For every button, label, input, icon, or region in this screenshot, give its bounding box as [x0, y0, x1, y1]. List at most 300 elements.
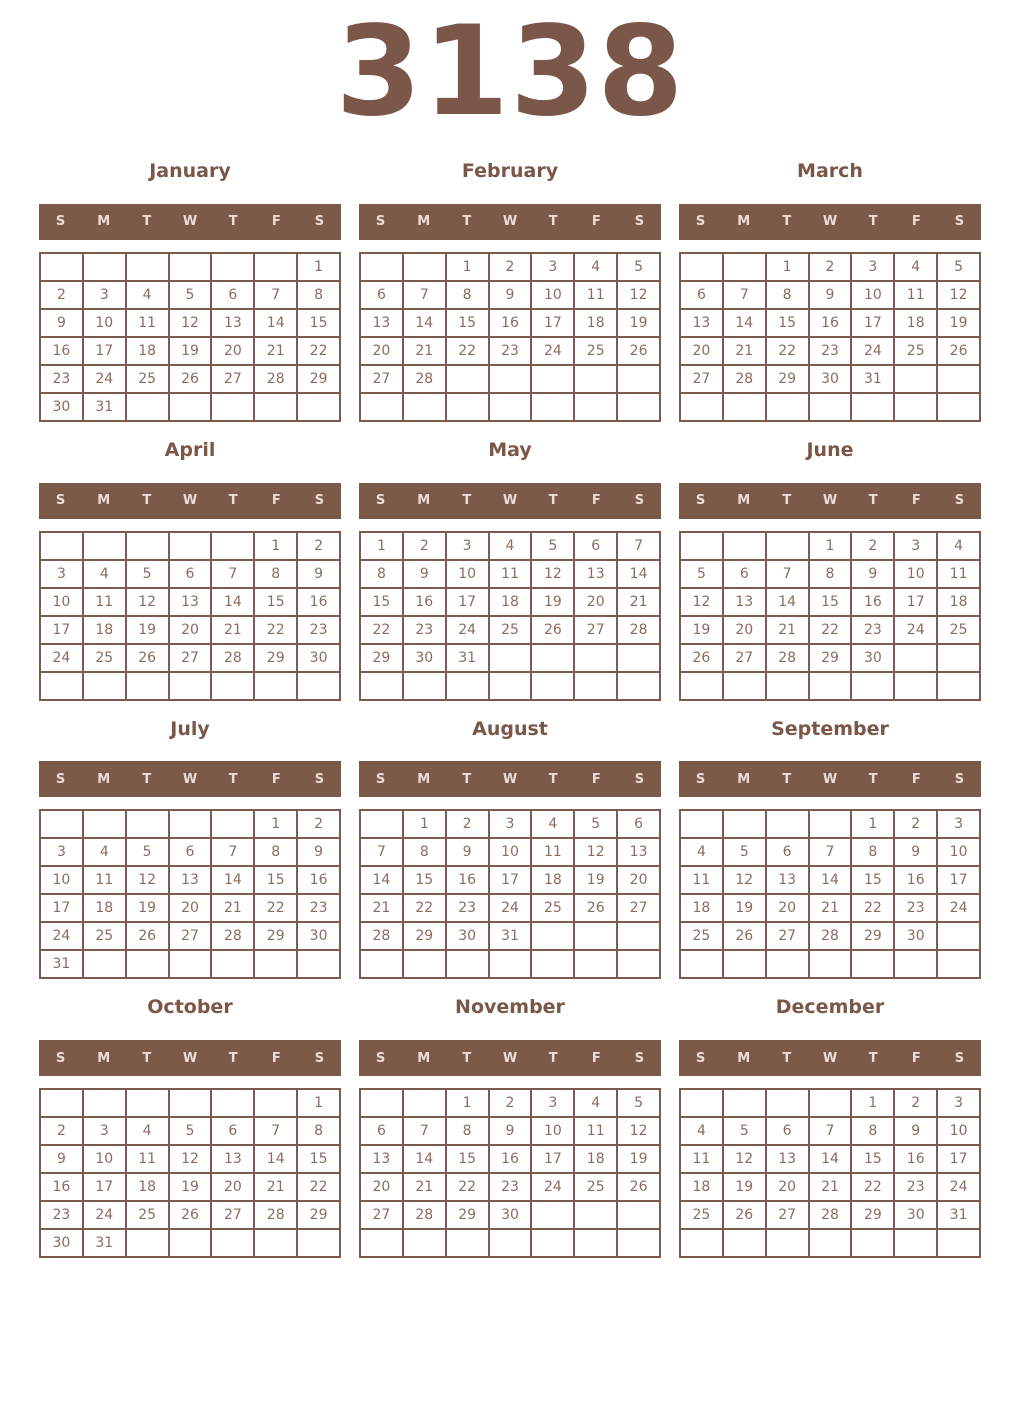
weekday-label: M [737, 214, 751, 230]
day-cell: 4 [489, 532, 532, 560]
day-cell: 22 [851, 894, 894, 922]
day-cell: 15 [851, 866, 894, 894]
day-cell: 27 [723, 644, 766, 672]
weekday-label: M [97, 214, 111, 230]
day-cell-empty [360, 810, 403, 838]
weekday-label: S [695, 1050, 706, 1066]
day-cell: 21 [809, 1173, 852, 1201]
day-cell: 26 [126, 922, 169, 950]
day-cell: 30 [446, 922, 489, 950]
weekday-header [679, 483, 981, 519]
day-cell: 17 [40, 894, 83, 922]
day-cell: 19 [126, 894, 169, 922]
day-grid [39, 252, 341, 422]
day-cell: 1 [360, 532, 403, 560]
day-cell-empty [40, 672, 83, 700]
day-cell: 25 [126, 1201, 169, 1229]
day-cell: 6 [211, 281, 254, 309]
day-cell-empty [680, 393, 723, 421]
day-cell: 24 [531, 1173, 574, 1201]
month-block-october [39, 996, 341, 1258]
day-cell: 15 [809, 588, 852, 616]
day-cell: 21 [254, 1173, 297, 1201]
day-cell: 21 [723, 337, 766, 365]
weekday-header [39, 1040, 341, 1076]
weekday-header [679, 204, 981, 240]
day-cell: 16 [489, 309, 532, 337]
day-cell-empty [574, 922, 617, 950]
day-cell-empty [851, 672, 894, 700]
weekday-label: T [462, 493, 472, 509]
day-cell: 20 [360, 1173, 403, 1201]
day-cell: 15 [254, 588, 297, 616]
day-cell-empty [126, 810, 169, 838]
day-cell: 24 [937, 1173, 980, 1201]
day-cell-empty [169, 1089, 212, 1117]
day-cell-empty [403, 1089, 446, 1117]
day-cell-empty [254, 950, 297, 978]
day-cell: 23 [809, 337, 852, 365]
day-cell-empty [297, 1229, 340, 1257]
day-cell-empty [446, 672, 489, 700]
day-cell-empty [937, 365, 980, 393]
day-cell: 12 [169, 309, 212, 337]
day-cell: 22 [851, 1173, 894, 1201]
weekday-label: T [142, 493, 152, 509]
day-cell: 28 [403, 365, 446, 393]
day-cell: 23 [297, 894, 340, 922]
day-cell: 2 [894, 810, 937, 838]
weekday-label: F [591, 771, 601, 787]
day-cell: 5 [680, 560, 723, 588]
day-cell: 29 [254, 644, 297, 672]
day-cell: 2 [297, 532, 340, 560]
day-cell: 19 [126, 616, 169, 644]
day-cell: 20 [211, 1173, 254, 1201]
day-cell: 9 [297, 560, 340, 588]
day-cell-empty [531, 950, 574, 978]
day-cell-empty [809, 810, 852, 838]
day-cell: 27 [360, 1201, 403, 1229]
weekday-label: T [868, 493, 878, 509]
day-cell: 26 [574, 894, 617, 922]
day-cell: 30 [403, 644, 446, 672]
weekday-label: M [737, 1050, 751, 1066]
weekday-label: W [502, 493, 518, 509]
day-cell: 15 [360, 588, 403, 616]
day-cell: 31 [851, 365, 894, 393]
day-cell-empty [680, 810, 723, 838]
day-cell: 31 [489, 922, 532, 950]
day-cell: 12 [169, 1145, 212, 1173]
year-title: 3138 [335, 0, 685, 144]
day-cell: 11 [574, 1117, 617, 1145]
day-cell-empty [83, 253, 126, 281]
day-cell: 16 [297, 866, 340, 894]
day-cell: 30 [297, 644, 340, 672]
weekday-label: W [822, 214, 838, 230]
weekday-label: S [954, 214, 965, 230]
day-cell-empty [403, 950, 446, 978]
day-cell: 14 [254, 309, 297, 337]
day-cell: 4 [83, 838, 126, 866]
weekday-label: S [954, 1050, 965, 1066]
day-cell: 10 [40, 866, 83, 894]
day-cell: 28 [254, 1201, 297, 1229]
weekday-label: S [634, 493, 645, 509]
day-cell: 19 [680, 616, 723, 644]
day-cell: 30 [40, 1229, 83, 1257]
day-cell: 25 [680, 1201, 723, 1229]
weekday-label: T [868, 771, 878, 787]
weekday-label: W [182, 493, 198, 509]
day-cell: 29 [851, 1201, 894, 1229]
day-cell: 9 [851, 560, 894, 588]
day-cell: 28 [723, 365, 766, 393]
day-cell-empty [446, 393, 489, 421]
day-cell: 2 [489, 1089, 532, 1117]
day-cell: 16 [894, 866, 937, 894]
day-cell-empty [83, 950, 126, 978]
day-cell-empty [574, 672, 617, 700]
day-cell: 5 [617, 1089, 660, 1117]
day-cell: 21 [809, 894, 852, 922]
day-grid [679, 252, 981, 422]
day-cell: 10 [851, 281, 894, 309]
day-cell-empty [894, 393, 937, 421]
day-cell: 22 [360, 616, 403, 644]
day-cell: 26 [723, 1201, 766, 1229]
day-cell: 15 [403, 866, 446, 894]
weekday-label: F [271, 493, 281, 509]
day-cell-empty [211, 253, 254, 281]
day-cell: 26 [617, 1173, 660, 1201]
day-cell-empty [169, 393, 212, 421]
day-cell: 24 [851, 337, 894, 365]
weekday-label: S [55, 1050, 66, 1066]
day-cell: 2 [894, 1089, 937, 1117]
day-cell: 18 [680, 1173, 723, 1201]
day-cell: 22 [766, 337, 809, 365]
day-cell: 1 [254, 532, 297, 560]
day-cell: 13 [617, 838, 660, 866]
day-cell: 5 [574, 810, 617, 838]
day-cell: 2 [40, 1117, 83, 1145]
day-cell-empty [360, 393, 403, 421]
day-cell: 17 [937, 866, 980, 894]
day-cell: 16 [446, 866, 489, 894]
day-cell-empty [40, 810, 83, 838]
day-cell: 17 [851, 309, 894, 337]
weekday-header [39, 761, 341, 797]
day-cell: 8 [809, 560, 852, 588]
month-title: October [147, 996, 233, 1019]
day-cell: 29 [297, 365, 340, 393]
day-cell-empty [83, 532, 126, 560]
day-cell: 12 [126, 588, 169, 616]
day-cell: 19 [723, 894, 766, 922]
day-cell-empty [766, 1089, 809, 1117]
weekday-label: M [417, 1050, 431, 1066]
day-grid [39, 531, 341, 701]
day-cell: 28 [617, 616, 660, 644]
day-cell: 15 [446, 1145, 489, 1173]
day-cell: 23 [894, 894, 937, 922]
day-cell: 14 [211, 588, 254, 616]
day-cell-empty [617, 672, 660, 700]
day-cell: 24 [531, 337, 574, 365]
day-cell: 12 [937, 281, 980, 309]
day-cell: 20 [766, 1173, 809, 1201]
day-cell: 14 [617, 560, 660, 588]
day-cell-empty [126, 1089, 169, 1117]
day-cell: 26 [617, 337, 660, 365]
day-cell: 10 [531, 1117, 574, 1145]
day-cell-empty [360, 253, 403, 281]
weekday-label: F [911, 214, 921, 230]
day-cell: 9 [809, 281, 852, 309]
day-cell-empty [126, 532, 169, 560]
day-cell: 2 [403, 532, 446, 560]
day-cell: 29 [851, 922, 894, 950]
day-cell: 23 [40, 365, 83, 393]
day-cell-empty [680, 532, 723, 560]
day-cell: 15 [446, 309, 489, 337]
weekday-label: S [55, 214, 66, 230]
day-cell-empty [617, 950, 660, 978]
weekday-label: M [417, 493, 431, 509]
day-cell: 6 [169, 838, 212, 866]
day-cell: 8 [360, 560, 403, 588]
day-cell-empty [937, 393, 980, 421]
day-cell-empty [894, 644, 937, 672]
day-cell-empty [254, 1089, 297, 1117]
day-cell-empty [40, 532, 83, 560]
day-cell: 11 [126, 1145, 169, 1173]
day-cell: 29 [360, 644, 403, 672]
weekday-label: T [548, 1050, 558, 1066]
day-cell: 9 [894, 838, 937, 866]
weekday-label: T [462, 1050, 472, 1066]
day-cell-empty [617, 1201, 660, 1229]
weekday-label: S [55, 493, 66, 509]
day-cell: 13 [574, 560, 617, 588]
day-cell: 18 [894, 309, 937, 337]
weekday-label: T [782, 493, 792, 509]
day-cell: 30 [851, 644, 894, 672]
day-cell-empty [360, 1229, 403, 1257]
weekday-header [359, 483, 661, 519]
day-grid [359, 1088, 661, 1258]
day-cell: 25 [574, 337, 617, 365]
day-cell-empty [489, 365, 532, 393]
day-cell: 28 [360, 922, 403, 950]
day-cell-empty [617, 393, 660, 421]
day-cell: 31 [446, 644, 489, 672]
day-cell: 27 [680, 365, 723, 393]
day-cell: 9 [40, 1145, 83, 1173]
day-cell: 24 [83, 1201, 126, 1229]
day-cell: 14 [360, 866, 403, 894]
day-cell: 3 [851, 253, 894, 281]
day-cell: 28 [211, 922, 254, 950]
weekday-label: T [868, 1050, 878, 1066]
day-cell: 12 [723, 1145, 766, 1173]
day-cell-empty [403, 393, 446, 421]
weekday-header [39, 483, 341, 519]
day-cell-empty [297, 950, 340, 978]
weekday-label: S [634, 214, 645, 230]
day-cell: 24 [83, 365, 126, 393]
day-cell-empty [403, 253, 446, 281]
day-cell: 13 [766, 866, 809, 894]
day-cell: 27 [169, 644, 212, 672]
day-cell-empty [723, 393, 766, 421]
day-cell: 6 [360, 1117, 403, 1145]
day-cell: 31 [937, 1201, 980, 1229]
day-cell: 10 [446, 560, 489, 588]
day-cell-empty [766, 672, 809, 700]
day-cell: 26 [531, 616, 574, 644]
day-cell-empty [40, 253, 83, 281]
day-cell-empty [617, 365, 660, 393]
day-cell-empty [680, 1229, 723, 1257]
day-cell: 16 [489, 1145, 532, 1173]
day-cell: 31 [83, 393, 126, 421]
day-cell-empty [126, 393, 169, 421]
day-cell: 3 [83, 1117, 126, 1145]
weekday-label: M [417, 214, 431, 230]
day-cell: 16 [403, 588, 446, 616]
day-cell: 11 [126, 309, 169, 337]
day-cell: 27 [617, 894, 660, 922]
day-cell: 27 [574, 616, 617, 644]
day-cell-empty [617, 1229, 660, 1257]
day-cell: 12 [126, 866, 169, 894]
day-cell: 12 [617, 281, 660, 309]
day-cell: 5 [169, 281, 212, 309]
day-cell: 29 [809, 644, 852, 672]
month-block-may [359, 439, 661, 701]
day-cell: 25 [574, 1173, 617, 1201]
day-cell-empty [489, 1229, 532, 1257]
month-title: August [472, 717, 548, 740]
month-block-april [39, 439, 341, 701]
day-cell: 18 [680, 894, 723, 922]
day-cell-empty [211, 950, 254, 978]
day-cell-empty [403, 672, 446, 700]
day-cell: 23 [40, 1201, 83, 1229]
day-cell: 3 [937, 1089, 980, 1117]
day-cell-empty [169, 1229, 212, 1257]
day-cell-empty [574, 393, 617, 421]
day-cell: 4 [680, 1117, 723, 1145]
day-grid [39, 809, 341, 979]
day-grid [679, 1088, 981, 1258]
day-cell: 11 [489, 560, 532, 588]
day-cell-empty [297, 393, 340, 421]
day-cell: 12 [680, 588, 723, 616]
day-cell: 4 [531, 810, 574, 838]
day-cell-empty [937, 1229, 980, 1257]
day-cell-empty [211, 393, 254, 421]
day-cell: 9 [489, 1117, 532, 1145]
months-grid [0, 160, 1020, 1258]
day-cell-empty [766, 950, 809, 978]
day-cell-empty [211, 1089, 254, 1117]
day-cell-empty [169, 950, 212, 978]
day-cell: 18 [83, 616, 126, 644]
day-cell: 3 [446, 532, 489, 560]
day-cell: 19 [617, 309, 660, 337]
day-cell-empty [937, 922, 980, 950]
day-cell: 20 [766, 894, 809, 922]
day-cell-empty [766, 532, 809, 560]
day-cell-empty [851, 950, 894, 978]
day-cell: 19 [574, 866, 617, 894]
day-cell: 22 [254, 616, 297, 644]
day-cell: 30 [40, 393, 83, 421]
day-cell-empty [169, 810, 212, 838]
day-cell-empty [211, 810, 254, 838]
day-cell: 14 [809, 866, 852, 894]
day-cell-empty [531, 922, 574, 950]
day-cell-empty [40, 1089, 83, 1117]
day-cell: 21 [403, 1173, 446, 1201]
weekday-header [359, 204, 661, 240]
month-title: July [170, 717, 210, 740]
day-cell-empty [531, 365, 574, 393]
day-cell: 24 [489, 894, 532, 922]
day-cell-empty [894, 672, 937, 700]
weekday-label: S [695, 771, 706, 787]
day-cell-empty [211, 672, 254, 700]
day-cell: 26 [680, 644, 723, 672]
day-cell: 7 [403, 1117, 446, 1145]
day-cell: 27 [211, 1201, 254, 1229]
weekday-header [359, 1040, 661, 1076]
weekday-label: T [142, 771, 152, 787]
day-cell: 25 [894, 337, 937, 365]
day-cell: 27 [211, 365, 254, 393]
weekday-label: W [822, 1050, 838, 1066]
day-cell-empty [254, 393, 297, 421]
day-cell: 4 [937, 532, 980, 560]
weekday-label: S [634, 1050, 645, 1066]
day-cell: 28 [403, 1201, 446, 1229]
weekday-label: T [228, 493, 238, 509]
weekday-label: S [375, 771, 386, 787]
weekday-label: W [502, 771, 518, 787]
day-cell-empty [723, 532, 766, 560]
day-cell: 17 [937, 1145, 980, 1173]
day-cell: 7 [403, 281, 446, 309]
day-cell: 7 [809, 1117, 852, 1145]
day-cell: 6 [169, 560, 212, 588]
day-cell-empty [574, 1201, 617, 1229]
day-cell: 2 [809, 253, 852, 281]
day-cell-empty [723, 1229, 766, 1257]
weekday-label: M [417, 771, 431, 787]
day-cell: 29 [403, 922, 446, 950]
day-cell: 24 [937, 894, 980, 922]
day-cell: 17 [446, 588, 489, 616]
day-cell: 23 [489, 337, 532, 365]
day-cell: 1 [446, 253, 489, 281]
day-cell: 7 [360, 838, 403, 866]
day-cell-empty [360, 950, 403, 978]
day-cell: 25 [680, 922, 723, 950]
